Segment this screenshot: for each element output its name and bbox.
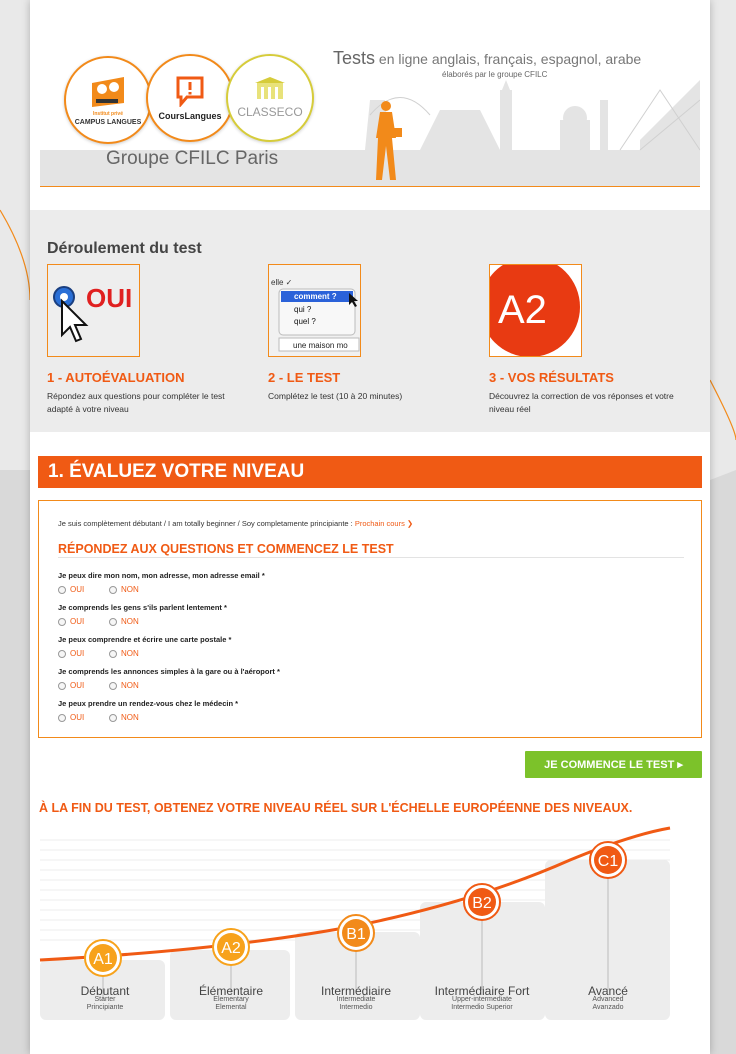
step-2-title: 2 - LE TEST [268, 370, 341, 385]
debutant-text: Je suis complètement débutant / I am totally beginner / Soy completamente principiante : [58, 519, 355, 528]
building-icon [253, 77, 287, 99]
step-2-item: une maison mo [293, 341, 348, 350]
q2-oui-radio[interactable] [58, 617, 84, 626]
tests-title [333, 48, 641, 69]
form-divider [58, 557, 684, 558]
form-title: RÉPONDEZ AUX QUESTIONS ET COMMENCEZ LE TEST [58, 542, 394, 556]
question-4: Je comprends les annonces simples à la gare ou à l'aéroport * [58, 667, 280, 676]
level-a1-en: Starter [94, 996, 116, 1003]
badge-b1-code: B1 [346, 926, 366, 943]
speech-bubble-icon [175, 75, 205, 107]
oui-label: OUI [70, 649, 85, 658]
q4-oui-radio[interactable] [58, 681, 84, 690]
campus-small-text: Institut privé [92, 110, 123, 117]
radio-icon [109, 618, 117, 626]
level-a1-es: Principiante [86, 1004, 124, 1011]
step-2-desc: Complétez le test (10 à 20 minutes) [268, 391, 403, 401]
debutant-line [58, 519, 413, 528]
groupe-title: Groupe CFILC Paris [106, 148, 279, 169]
question-2: Je comprends les gens s'ils parlent lentement * [58, 603, 227, 612]
oui-label: OUI [70, 585, 85, 594]
q1-non-radio[interactable] [109, 585, 139, 594]
step-1-img-text: OUI [86, 283, 133, 313]
page [30, 0, 710, 1054]
level-b2-en: Upper-intermediate [452, 996, 512, 1003]
step-1-image [47, 264, 140, 357]
radio-icon [58, 618, 66, 626]
radio-icon [109, 650, 117, 658]
header [30, 0, 710, 190]
non-label: NON [121, 617, 139, 626]
level-a2-es: Elemental [215, 1004, 247, 1011]
prochain-cours-link[interactable]: Prochain cours ❯ [354, 519, 414, 528]
oui-label: OUI [70, 681, 85, 690]
radio-icon [58, 714, 66, 722]
question-5: Je peux prendre un rendez-vous chez le médecin * [58, 699, 239, 708]
level-b2-es: Intermedio Superior [451, 1004, 513, 1011]
step-1-title: 1 - AUTOÉVALUATION [47, 370, 185, 385]
q1-oui-radio[interactable] [58, 585, 84, 594]
campus-langues-logo[interactable] [64, 56, 152, 144]
badge-a2-code: A2 [221, 940, 241, 957]
campus-text: CAMPUS LANGUES [74, 118, 142, 126]
non-label: NON [121, 585, 139, 594]
tests-rest: en ligne anglais, français, espagnol, arabe [375, 51, 642, 67]
campus-logo-icon [88, 75, 128, 109]
end-title: À LA FIN DU TEST, OBTENEZ VOTRE NIVEAU RÉEL SUR L'ÉCHELLE EUROPÉENNE DES NIVEAUX. [39, 801, 633, 815]
badge-a1 [85, 940, 121, 976]
radio-icon [109, 714, 117, 722]
step-2-item: comment ? [294, 292, 337, 301]
evaluez-banner-title: 1. ÉVALUEZ VOTRE NIVEAU [48, 461, 305, 482]
badge-b2-code: B2 [472, 895, 492, 912]
radio-icon [109, 682, 117, 690]
radio-icon [58, 682, 66, 690]
step-3-image [489, 264, 582, 357]
level-c1-en: Advanced [592, 996, 624, 1003]
evaluation-form [38, 500, 702, 738]
step-2-image [268, 264, 361, 357]
deroulement-section [30, 210, 710, 432]
level-scale [30, 820, 710, 1030]
badge-b1 [338, 915, 374, 951]
level-b1-es: Intermedio [339, 1004, 373, 1011]
non-label: NON [121, 713, 139, 722]
step-2-item: qui ? [294, 305, 312, 314]
step-3-title: 3 - VOS RÉSULTATS [489, 370, 614, 385]
radio-icon [58, 586, 66, 594]
badge-c1 [590, 842, 626, 878]
tests-word: Tests [333, 48, 376, 68]
badge-a1-code: A1 [93, 951, 113, 968]
cours-text: CoursLangues [158, 111, 222, 121]
oui-label: OUI [70, 617, 85, 626]
q5-non-radio[interactable] [109, 713, 139, 722]
step-3-img-text: A2 [498, 288, 547, 332]
level-c1-name: Avancé [588, 984, 628, 998]
question-3: Je peux comprendre et écrire une carte postale * [58, 635, 232, 644]
classeco-text: CLASSECO [237, 105, 303, 119]
evaluez-banner [38, 456, 702, 488]
non-label: NON [121, 681, 139, 690]
level-b1-name: Intermédiaire [320, 984, 392, 998]
step-1-desc: Répondez aux questions pour compléter le test adapté à votre niveau [47, 391, 225, 414]
radio-icon [109, 586, 117, 594]
non-label: NON [121, 649, 139, 658]
classeco-logo[interactable] [226, 54, 314, 142]
badge-a2 [213, 929, 249, 965]
badge-c1-code: C1 [597, 853, 619, 870]
q4-non-radio[interactable] [109, 681, 139, 690]
q5-oui-radio[interactable] [58, 713, 84, 722]
question-1: Je peux dire mon nom, mon adresse, mon adresse email * [58, 571, 265, 580]
level-a2-en: Elementary [213, 996, 249, 1003]
level-b2-name: Intermédiaire Fort [434, 984, 530, 998]
step-2-item: elle ✓ [271, 278, 293, 287]
step-2-item: quel ? [294, 317, 316, 326]
radio-icon [58, 650, 66, 658]
step-3-desc: Découvrez la correction de vos réponses et votre niveau réel [489, 391, 674, 414]
level-c1-es: Avanzado [592, 1004, 624, 1011]
q3-oui-radio[interactable] [58, 649, 84, 658]
level-a1-name: Débutant [80, 984, 130, 998]
badge-b2 [464, 884, 500, 920]
q3-non-radio[interactable] [109, 649, 139, 658]
level-b1-en: Intermediate [336, 996, 376, 1003]
tests-subtitle: élaborés par le groupe CFILC [442, 70, 548, 79]
level-a2-name: Élémentaire [198, 984, 264, 998]
header-divider [40, 186, 700, 187]
courslangues-logo[interactable] [146, 54, 234, 142]
q2-non-radio[interactable] [109, 617, 139, 626]
start-test-button[interactable]: JE COMMENCE LE TEST ▸ [525, 751, 702, 778]
deroulement-title: Déroulement du test [47, 240, 202, 257]
oui-label: OUI [70, 713, 85, 722]
